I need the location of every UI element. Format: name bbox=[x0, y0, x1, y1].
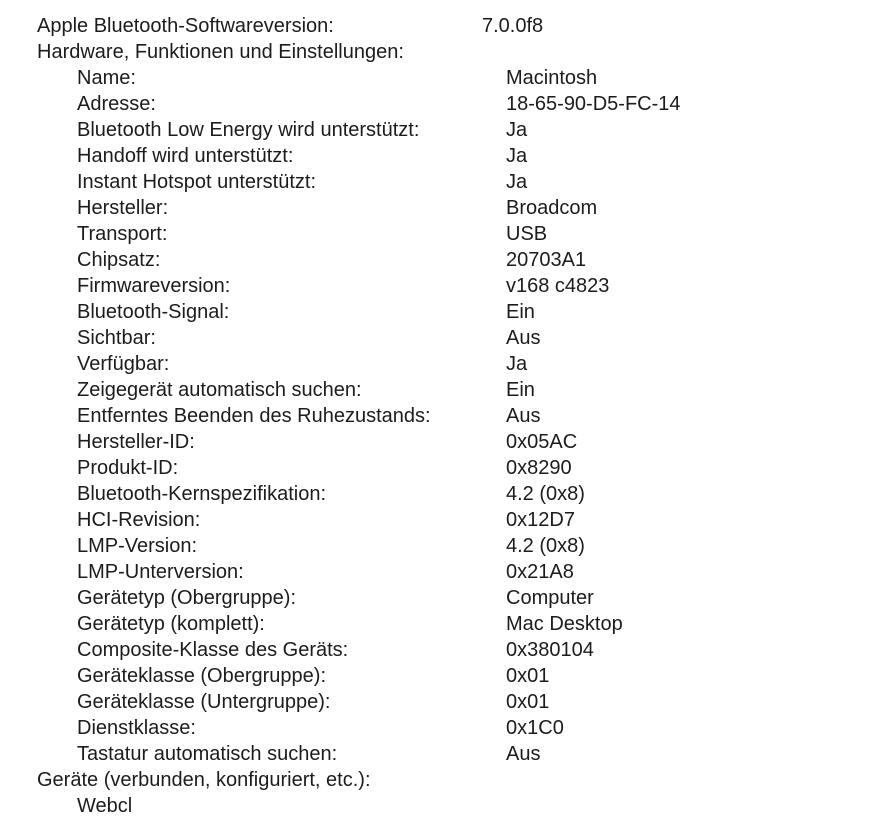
property-label: Geräteklasse (Untergruppe): bbox=[77, 691, 331, 713]
property-value: 0x8290 bbox=[506, 457, 572, 479]
property-label: Transport: bbox=[77, 223, 168, 245]
property-row bbox=[0, 195, 870, 221]
property-row bbox=[0, 663, 870, 689]
property-row bbox=[0, 455, 870, 481]
property-value: Aus bbox=[506, 327, 541, 349]
software-version-value: 7.0.0f8 bbox=[482, 15, 544, 37]
devices-section-header bbox=[0, 767, 870, 793]
property-label: Gerätetyp (Obergruppe): bbox=[77, 587, 296, 609]
property-value: USB bbox=[506, 223, 548, 245]
property-label: Dienstklasse: bbox=[77, 717, 196, 739]
property-label: Sichtbar: bbox=[77, 327, 156, 349]
property-label: Bluetooth-Signal: bbox=[77, 301, 230, 323]
property-label: Entferntes Beenden des Ruhezustands: bbox=[77, 405, 431, 427]
device-item-label: Webcl bbox=[77, 795, 133, 817]
property-row bbox=[0, 169, 870, 195]
property-value: Computer bbox=[506, 587, 594, 609]
property-row bbox=[0, 507, 870, 533]
property-row bbox=[0, 325, 870, 351]
property-row bbox=[0, 403, 870, 429]
property-value: 0x1C0 bbox=[506, 717, 564, 739]
property-row bbox=[0, 585, 870, 611]
property-label: LMP-Version: bbox=[77, 535, 198, 557]
devices-section-title: Geräte (verbunden, konfiguriert, etc.): bbox=[37, 769, 371, 791]
property-value: 0x380104 bbox=[506, 639, 594, 661]
property-value: 0x21A8 bbox=[506, 561, 574, 583]
property-value: 20703A1 bbox=[506, 249, 587, 271]
property-value: Aus bbox=[506, 743, 541, 765]
devices-first-item-row bbox=[0, 793, 870, 819]
property-label: Hersteller: bbox=[77, 197, 169, 219]
property-row bbox=[0, 741, 870, 767]
property-row bbox=[0, 377, 870, 403]
property-row bbox=[0, 65, 870, 91]
property-row bbox=[0, 559, 870, 585]
property-value: v168 c4823 bbox=[506, 275, 610, 297]
property-value: Aus bbox=[506, 405, 541, 427]
property-row bbox=[0, 481, 870, 507]
hardware-section-header bbox=[0, 39, 870, 65]
property-value: 4.2 (0x8) bbox=[506, 483, 585, 505]
property-label: Chipsatz: bbox=[77, 249, 161, 271]
property-value: Ja bbox=[506, 145, 528, 167]
property-row bbox=[0, 429, 870, 455]
property-label: Hersteller-ID: bbox=[77, 431, 195, 453]
property-label: Name: bbox=[77, 67, 136, 89]
property-value: Ja bbox=[506, 171, 528, 193]
property-label: Gerätetyp (komplett): bbox=[77, 613, 265, 635]
property-row bbox=[0, 715, 870, 741]
property-label: Composite-Klasse des Geräts: bbox=[77, 639, 349, 661]
property-value: 4.2 (0x8) bbox=[506, 535, 585, 557]
property-value: Ja bbox=[506, 353, 528, 375]
property-label: Verfügbar: bbox=[77, 353, 170, 375]
property-label: Zeigegerät automatisch suchen: bbox=[77, 379, 362, 401]
property-value: Ja bbox=[506, 119, 528, 141]
property-row bbox=[0, 247, 870, 273]
property-value: Broadcom bbox=[506, 197, 598, 219]
property-label: HCI-Revision: bbox=[77, 509, 201, 531]
property-label: Bluetooth-Kernspezifikation: bbox=[77, 483, 327, 505]
property-label: Instant Hotspot unterstützt: bbox=[77, 171, 317, 193]
property-value: Macintosh bbox=[506, 67, 598, 89]
property-value: Ein bbox=[506, 301, 535, 323]
property-row bbox=[0, 91, 870, 117]
property-row bbox=[0, 117, 870, 143]
hardware-section-title: Hardware, Funktionen und Einstellungen: bbox=[37, 41, 404, 63]
property-label: Firmwareversion: bbox=[77, 275, 231, 297]
property-value: 0x01 bbox=[506, 691, 550, 713]
software-version-row bbox=[0, 13, 870, 39]
property-label: Tastatur automatisch suchen: bbox=[77, 743, 338, 765]
property-row bbox=[0, 221, 870, 247]
property-value: 18-65-90-D5-FC-14 bbox=[506, 93, 681, 115]
property-row bbox=[0, 689, 870, 715]
property-row bbox=[0, 273, 870, 299]
property-row bbox=[0, 637, 870, 663]
hardware-properties-list bbox=[0, 65, 870, 767]
bluetooth-report bbox=[0, 13, 870, 819]
property-row bbox=[0, 611, 870, 637]
property-label: Handoff wird unterstützt: bbox=[77, 145, 294, 167]
property-row bbox=[0, 299, 870, 325]
property-row bbox=[0, 533, 870, 559]
property-value: Mac Desktop bbox=[506, 613, 623, 635]
property-value: 0x05AC bbox=[506, 431, 578, 453]
property-label: Bluetooth Low Energy wird unterstützt: bbox=[77, 119, 420, 141]
property-row bbox=[0, 351, 870, 377]
property-label: Produkt-ID: bbox=[77, 457, 179, 479]
property-value: 0x12D7 bbox=[506, 509, 575, 531]
property-value: Ein bbox=[506, 379, 535, 401]
property-value: 0x01 bbox=[506, 665, 550, 687]
property-label: Adresse: bbox=[77, 93, 156, 115]
property-row bbox=[0, 143, 870, 169]
software-version-label: Apple Bluetooth-Softwareversion: bbox=[37, 15, 334, 37]
property-label: LMP-Unterversion: bbox=[77, 561, 244, 583]
property-label: Geräteklasse (Obergruppe): bbox=[77, 665, 327, 687]
